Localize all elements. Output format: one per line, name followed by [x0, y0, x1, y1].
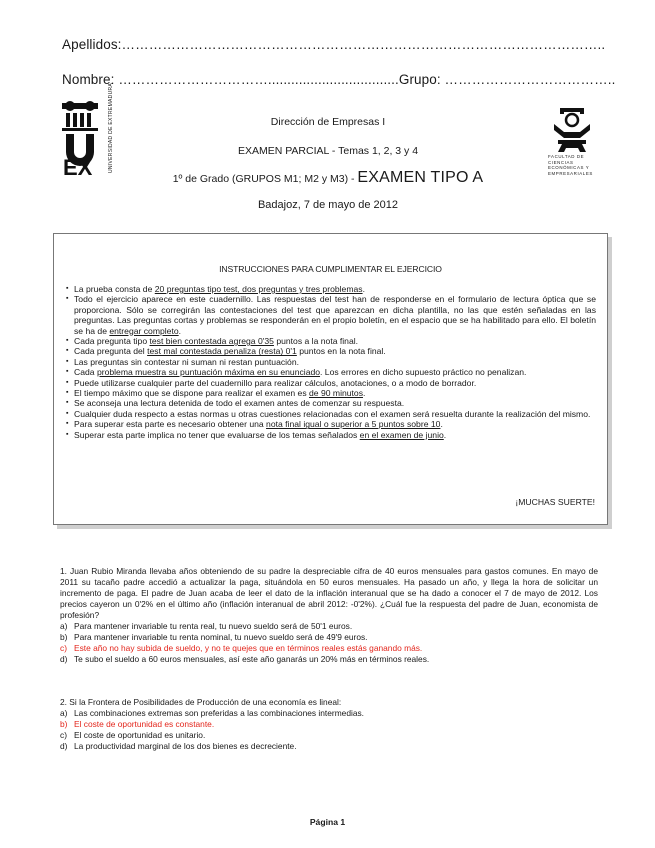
list-item: ▪ El tiempo máximo que se dispone para realizar el examen es de 90 minutos.: [66, 388, 596, 398]
closing-text: ¡MUCHAS SUERTE!: [515, 497, 595, 507]
question-1-option-b[interactable]: b) Para mantener invariable tu renta nominal, tu nuevo sueldo será de 49'9 euros.: [60, 632, 368, 642]
nombre-grupo-field[interactable]: Nombre: ……………………………..................................Grupo: ………………………………..: [62, 72, 616, 87]
instructions-box: [53, 233, 608, 525]
uex-logo-graphic: [60, 82, 130, 177]
uex-vertical-text: UNIVERSIDAD DE EXTREMADURA: [108, 82, 114, 173]
apellidos-field[interactable]: Apellidos:……………………………………………………………………………………………..: [62, 37, 606, 52]
question-1-stem: 1. Juan Rubio Miranda llevaba años obteniendo de su padre la despreciable cifra de 40 euros mensuales para gastos comunes. En mayo de 2011 su tacaño padre accedió a actualizar la paga, situándola en 50 euros mensuales. Ha pasado un año, y llega la hora de solicitar un incremento de paga. El padre de Juan acaba de leer el dato de la inflación interanual que se ha dado a conocer el 7 de mayo de 2012. Los precios cayeron un 0'2% en el último año (inflación interanual de abril 2012: -0'2%). ¿Cuál fue la respuesta del padre de Juan, economista de profesión?: [60, 566, 598, 620]
list-item: ▪ Todo el ejercicio aparece en este cuadernillo. Las respuestas del test han de responderse en el formulario de lectura óptica que se proporciona. Sólo se corregirán las contestaciones del test que aparezcan en dicha plantilla, no las que estén señaladas en las preguntas. Las preguntas cortas y problemas se responderán en el propio boletín, en el espacio que se ha habilitado para ello. El boletín se ha de entregar completo.: [66, 294, 596, 336]
list-item: ▪ Cada pregunta tipo test bien contestada agrega 0'35 puntos a la nota final.: [66, 336, 596, 346]
question-2-option-c[interactable]: c) El coste de oportunidad es unitario.: [60, 730, 206, 740]
exam-group-line: [150, 169, 506, 187]
question-2-option-d[interactable]: d) La productividad marginal de los dos bienes es decreciente.: [60, 741, 297, 751]
instructions-list: [66, 284, 596, 440]
list-item: ▪ Para superar esta parte es necesario obtener una nota final igual o superior a 5 puntos sobre 10.: [66, 419, 596, 429]
question-1-option-a[interactable]: a) Para mantener invariable tu renta real, tu nuevo sueldo será de 50'1 euros.: [60, 621, 353, 631]
question-1-option-d[interactable]: d) Te subo el sueldo a 60 euros mensuales, así este año ganarás un 20% más en términos reales.: [60, 654, 430, 664]
question-2-option-b[interactable]: b) El coste de oportunidad es constante.: [60, 719, 215, 729]
svg-text:EX: EX: [63, 155, 93, 177]
course-title: Dirección de Empresas I: [270, 116, 386, 128]
faculty-logo: [546, 104, 598, 176]
question-1-option-c[interactable]: c) Este año no hay subida de sueldo, y no te quejes que en términos reales estás ganando más.: [60, 643, 423, 653]
uex-logo: [60, 82, 130, 177]
question-1: [60, 566, 598, 665]
list-item: ▪ Cada pregunta del test mal contestada penaliza (resta) 0'1 puntos en la nota final.: [66, 346, 596, 356]
exam-title: EXAMEN PARCIAL - Temas 1, 2, 3 y 4: [237, 145, 419, 157]
list-item: ▪ Cualquier duda respecto a estas normas u otras cuestiones relacionadas con el examen será resuelta durante la realización del mismo.: [66, 409, 596, 419]
list-item: ▪ La prueba consta de 20 preguntas tipo test, dos preguntas y tres problemas.: [66, 284, 596, 294]
instructions-title: INSTRUCCIONES PARA CUMPLIMENTAR EL EJERCICIO: [219, 264, 442, 274]
list-item: ▪ Se aconseja una lectura detenida de todo el examen antes de comenzar su respuesta.: [66, 398, 596, 408]
faculty-caption: FACULTAD DE CIENCIAS ECONÓMICAS Y EMPRESARIALES: [548, 154, 593, 176]
list-item: ▪ Superar esta parte implica no tener que evaluarse de los temas señalados en el examen de junio.: [66, 430, 596, 440]
question-2-option-a[interactable]: a) Las combinaciones extremas son preferidas a las combinaciones intermedias.: [60, 708, 365, 718]
question-2: [60, 697, 598, 752]
faculty-emblem-icon: [546, 104, 598, 152]
list-item: ▪ Puede utilizarse cualquier parte del cuadernillo para realizar cálculos, anotaciones, o a modo de borrador.: [66, 378, 596, 388]
exam-type: EXAMEN TIPO A: [357, 169, 484, 186]
group-text: 1º de Grado (GRUPOS M1; M2 y M3) -: [172, 173, 355, 185]
list-item: ▪ Las preguntas sin contestar ni suman ni restan puntuación.: [66, 357, 596, 367]
list-item: ▪ Cada problema muestra su puntuación máxima en su enunciado. Los errores en dicho supuesto práctico no penalizan.: [66, 367, 596, 377]
page-number: Página 1: [309, 817, 346, 827]
question-2-stem: 2. Si la Frontera de Posibilidades de Producción de una economía es lineal:: [60, 697, 342, 707]
exam-date: Badajoz, 7 de mayo de 2012: [257, 199, 399, 211]
